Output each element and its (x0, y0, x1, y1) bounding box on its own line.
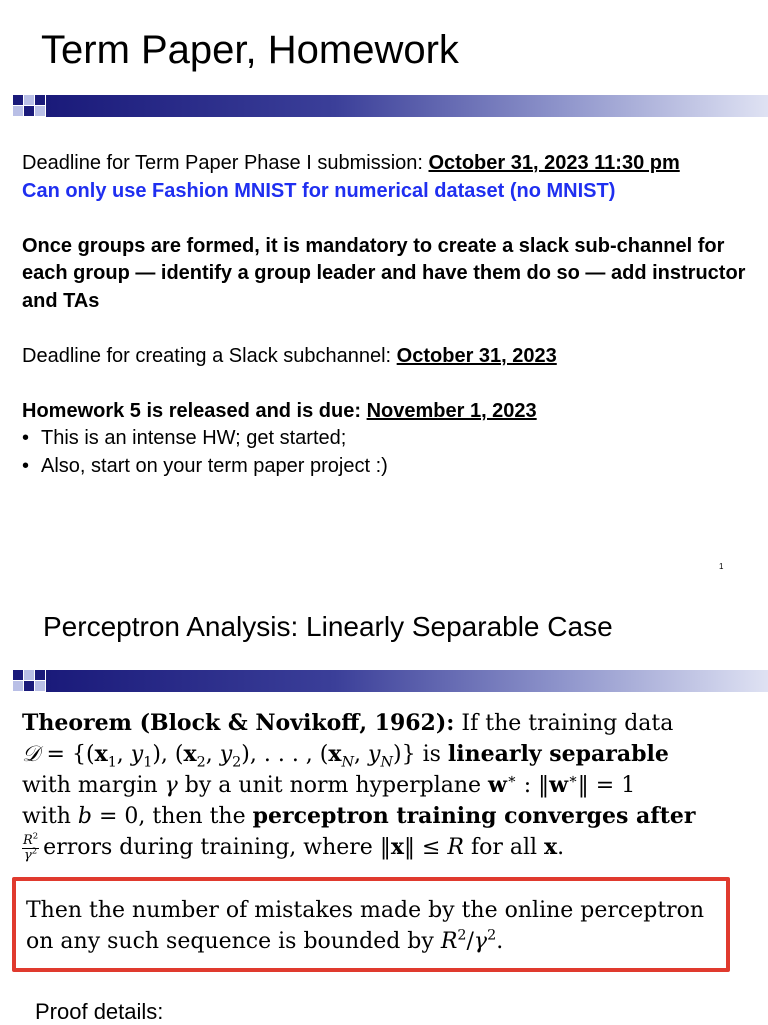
phase1-deadline-date: October 31, 2023 11:30 pm (428, 152, 680, 174)
slide-perceptron-analysis (0, 585, 768, 1024)
bullet-icon: • (22, 427, 30, 449)
mistake-bound-statement: Then the number of mistakes made by the online perceptron on any such sequence is bounded by $R^2/\gamma^2$. (26, 898, 705, 954)
phase1-deadline: Deadline for Term Paper Phase I submission: October 31, 2023 11:30 pm (22, 152, 680, 174)
homework-due: Homework 5 is released and is due: November 1, 2023 (22, 399, 537, 422)
theorem-line: Theorem (Block & Novikoff, 1962): If the training data (22, 710, 674, 736)
slack-instruction: Once groups are formed, it is mandatory to create a slack sub-channel for each group — identify a group leader and have them do so — add instructor and TAs (22, 234, 746, 312)
theorem-line: $\frac{R^2}{\gamma^2}$ errors during training, where ‖x‖ ≤ R for all x. (23, 830, 565, 863)
theorem-statement (22, 708, 742, 863)
slack-deadline: Deadline for creating a Slack subchannel: October 31, 2023 (22, 344, 557, 367)
bullet-item: • This is an intense HW; get started; (22, 425, 760, 453)
theorem-line: 𝒟 = {($x_1$, $y_1$), ($x_2$, $y_2$), . . . , ($x_N$, $y_N$)} is linearly separable (22, 741, 669, 771)
r-squared-over-gamma-squared: $\frac{R^2}{\gamma^2}$ (23, 830, 39, 863)
dataset-note: Can only use Fashion MNIST for numerical dataset (no MNIST) (22, 179, 616, 202)
theorem-line: with margin γ by a unit norm hyperplane w∗ : ‖w∗‖ = 1 (22, 771, 636, 798)
theorem-line: with b = 0, then the perceptron training converges after (22, 803, 696, 829)
proof-details-label: Proof details: (35, 999, 164, 1024)
page-number: 1 (719, 562, 724, 571)
slide-title: Perceptron Analysis: Linearly Separable Case (43, 611, 613, 642)
theorem-label: Theorem (Block & Novikoff, 1962): (22, 710, 455, 736)
slide-body (22, 150, 760, 480)
bullet-item: • Also, start on your term paper project :) (22, 453, 760, 481)
bullet-icon: • (22, 454, 30, 477)
title-decoration-bar (0, 90, 768, 120)
slide-title: Term Paper, Homework (41, 28, 459, 72)
highlighted-bound-box (12, 877, 730, 972)
slack-deadline-date: October 31, 2023 (396, 344, 557, 367)
homework-due-date: November 1, 2023 (366, 399, 537, 422)
title-decoration-bar (0, 665, 768, 695)
